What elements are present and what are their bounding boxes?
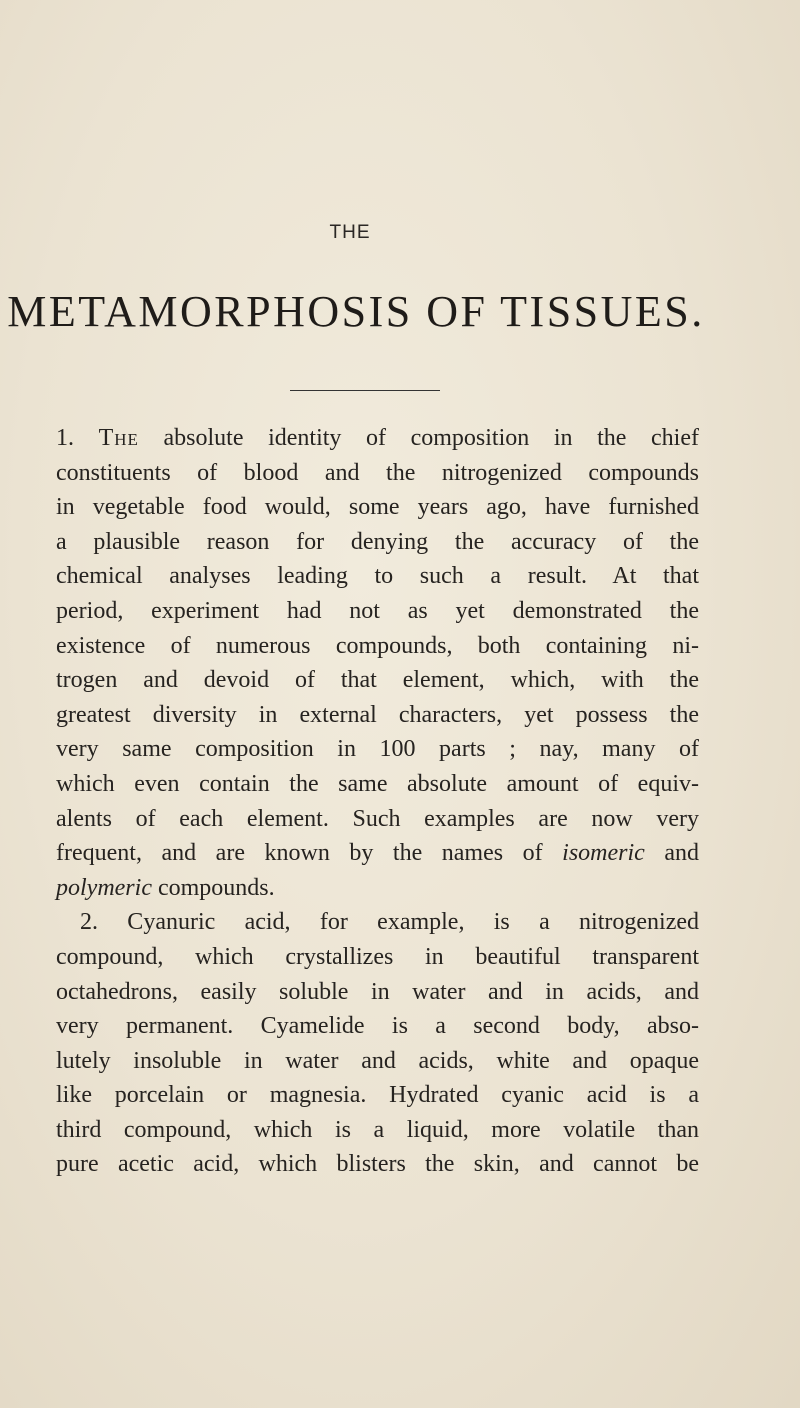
text-line: existence of numerous compounds, both containing ni- (56, 632, 699, 659)
text-line: frequent, and are known by the names of isomeric and (56, 840, 699, 867)
chapter-title: METAMORPHOSIS OF TISSUES. (7, 287, 705, 336)
text-line: very same composition in 100 parts ; nay, many of (56, 736, 699, 763)
text-line: in vegetable food would, some years ago, have furnished (56, 494, 699, 521)
text-line: pure acetic acid, which blisters the skin, and cannot be (56, 1151, 699, 1178)
text-line: a plausible reason for denying the accuracy of the (56, 528, 699, 555)
text-line: third compound, which is a liquid, more volatile than (56, 1116, 699, 1143)
text-line: polymeric compounds. (56, 874, 275, 901)
text-line: compound, which crystallizes in beautiful transparent (56, 943, 699, 970)
heading-the: THE (329, 222, 371, 243)
text-line: greatest diversity in external characters, yet possess the (56, 701, 699, 728)
body-text (56, 421, 699, 1182)
text-line: alents of each element. Such examples are now very (56, 805, 699, 832)
text-line: very permanent. Cyamelide is a second body, abso- (56, 1013, 699, 1040)
text-line: constituents of blood and the nitrogenized compounds (56, 459, 699, 486)
text-line: period, experiment had not as yet demonstrated the (56, 597, 699, 624)
title-rule (290, 390, 440, 391)
text-line: 1. The absolute identity of composition in the chief (56, 425, 699, 451)
text-line: like porcelain or magnesia. Hydrated cyanic acid is a (56, 1082, 699, 1109)
text-line: chemical analyses leading to such a result. At that (56, 563, 699, 590)
text-line: lutely insoluble in water and acids, white and opaque (56, 1047, 699, 1074)
text-line: which even contain the same absolute amount of equiv- (56, 770, 699, 797)
text-line: 2. Cyanuric acid, for example, is a nitrogenized (80, 909, 699, 936)
text-line: octahedrons, easily soluble in water and in acids, and (56, 978, 699, 1005)
text-line: trogen and devoid of that element, which, with the (56, 667, 699, 694)
